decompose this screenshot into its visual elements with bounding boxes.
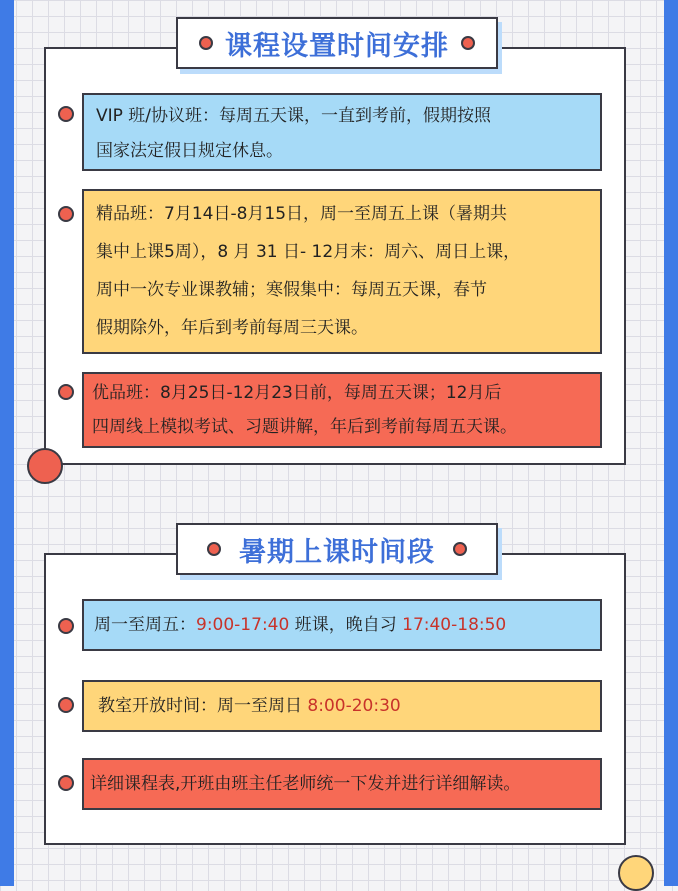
bullet-icon <box>58 206 74 222</box>
schedule-title: 课程设置时间安排 <box>225 30 449 62</box>
class-time: 9:00-17:40 <box>196 615 290 635</box>
weekday-time-card: 周一至周五：9:00-17:40 班课，晚自习 17:40-18:50 <box>82 599 602 651</box>
right-edge-bar <box>664 0 678 886</box>
left-edge-bar <box>0 0 14 886</box>
summer-title: 暑期上课时间段 <box>239 536 435 568</box>
bullet-icon <box>58 775 74 791</box>
vip-class-card: VIP 班/协议班：每周五天课，一直到考前，假期按照 国家法定假日规定休息。 <box>82 93 602 171</box>
title-dot-icon <box>461 36 475 50</box>
bullet-icon <box>58 697 74 713</box>
bullet-icon <box>58 106 74 122</box>
excellent-class-card: 优品班：8月25日-12月23日前，每周五天课；12月后 四周线上模拟考试、习题讲解，年后到考前每周五天课。 <box>82 372 602 448</box>
bullet-icon <box>58 618 74 634</box>
bullet-icon <box>58 384 74 400</box>
classroom-open-card: 教室开放时间：周一至周日 8:00-20:30 <box>82 680 602 732</box>
study-time: 17:40-18:50 <box>402 615 507 635</box>
title-dot-icon <box>453 542 467 556</box>
title-dot-icon <box>207 542 221 556</box>
summer-title-box <box>176 523 498 575</box>
premium-class-card: 精品班：7月14日-8月15日，周一至周五上课（暑期共 集中上课5周），8 月 31 日- 12月末：周六、周日上课， 周中一次专业课教辅；寒假集中：每周五天课，春节 假期除外，年后到考前每周三天课。 <box>82 189 602 354</box>
decor-circle-icon <box>27 448 63 484</box>
schedule-note-card: 详细课程表,开班由班主任老师统一下发并进行详细解读。 <box>82 758 602 810</box>
title-dot-icon <box>199 36 213 50</box>
schedule-title-box <box>176 17 498 69</box>
classroom-time: 8:00-20:30 <box>307 696 401 716</box>
